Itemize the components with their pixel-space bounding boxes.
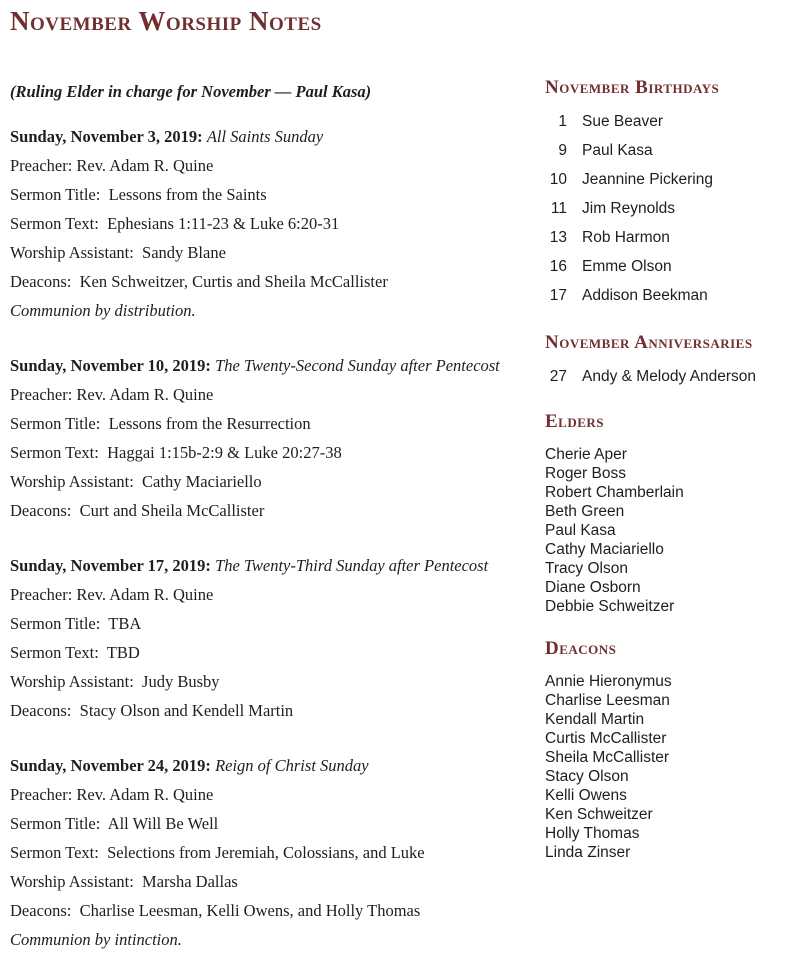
deacons-line: Deacons: Ken Schweitzer, Curtis and Sheila McCallister [10,272,388,291]
birthday-day: 16 [549,258,567,275]
service-name: Reign of Christ Sunday [215,756,369,775]
preacher-line: Preacher: Rev. Adam R. Quine [10,385,214,404]
deacons-line: Deacons: Stacy Olson and Kendell Martin [10,701,294,720]
service-name: The Twenty-Second Sunday after Pentecost [215,356,500,375]
deacons-line: Deacons: Charlise Leesman, Kelli Owens, and Holly Thomas [10,901,421,920]
elder-name: Paul Kasa [545,522,616,539]
elders-section [545,411,790,616]
anniversary-item [545,362,790,391]
elder-name: Cherie Aper [545,446,627,463]
birthday-item [545,194,790,223]
birthday-item [545,107,790,136]
deacon-name: Ken Schweitzer [545,806,653,823]
deacon-name: Kendall Martin [545,711,645,728]
deacon-name: Charlise Leesman [545,692,670,709]
elders-heading: Elders [545,411,605,432]
deacons-list [545,668,790,862]
birthday-day: 1 [558,113,567,130]
anniversaries-heading: November Anniversaries [545,332,753,353]
birthday-name: Jim Reynolds [582,200,676,217]
elder-name: Beth Green [545,503,625,520]
birthdays-section [545,77,790,310]
service-date: Sunday, November 10, 2019: [10,356,211,375]
service-date: Sunday, November 3, 2019: [10,127,203,146]
service-header [10,122,545,151]
sermon-text-line: Sermon Text: Haggai 1:15b-2:9 & Luke 20:27-38 [10,443,342,462]
elder-name: Tracy Olson [545,560,628,577]
birthday-day: 10 [549,171,567,188]
birthday-name: Paul Kasa [582,142,653,159]
birthday-item [545,223,790,252]
service-header [10,751,545,780]
service-date: Sunday, November 17, 2019: [10,556,211,575]
deacon-name: Kelli Owens [545,787,627,804]
service-name: All Saints Sunday [206,127,324,146]
rosters-column [545,77,790,954]
ruling-elder-note: (Ruling Elder in charge for November — Paul Kasa) [10,82,372,101]
birthday-item [545,165,790,194]
worship-assistant-line: Worship Assistant: Cathy Maciariello [10,472,262,491]
birthday-item [545,136,790,165]
anniversaries-section [545,332,790,391]
birthday-name: Addison Beekman [582,287,708,304]
elder-name: Diane Osborn [545,579,641,596]
deacon-name: Sheila McCallister [545,749,670,766]
birthday-name: Sue Beaver [582,113,663,130]
worship-assistant-line: Worship Assistant: Sandy Blane [10,243,226,262]
sermon-text-line: Sermon Text: TBD [10,643,140,662]
sermon-text-line: Sermon Text: Ephesians 1:11-23 & Luke 6:20-31 [10,214,340,233]
deacons-heading: Deacons [545,638,617,659]
deacon-name: Annie Hieronymus [545,673,672,690]
service-block-nov-17 [10,551,545,725]
service-header [10,351,545,380]
preacher-line: Preacher: Rev. Adam R. Quine [10,585,214,604]
worship-schedule-column [10,77,545,954]
sermon-title-line: Sermon Title: All Will Be Well [10,814,219,833]
deacon-name: Holly Thomas [545,825,640,842]
elder-name: Robert Chamberlain [545,484,684,501]
service-block-nov-3 [10,122,545,325]
birthday-name: Rob Harmon [582,229,670,246]
birthday-day: 9 [558,142,567,159]
birthday-item [545,252,790,281]
service-block-nov-10 [10,351,545,525]
service-date: Sunday, November 24, 2019: [10,756,211,775]
communion-note: Communion by distribution. [10,301,196,320]
sermon-title-line: Sermon Title: TBA [10,614,142,633]
preacher-line: Preacher: Rev. Adam R. Quine [10,785,214,804]
deacon-name: Curtis McCallister [545,730,667,747]
birthdays-heading: November Birthdays [545,77,720,98]
worship-assistant-line: Worship Assistant: Marsha Dallas [10,872,238,891]
content-columns [10,77,790,954]
sermon-text-line: Sermon Text: Selections from Jeremiah, Colossians, and Luke [10,843,425,862]
birthday-item [545,281,790,310]
birthday-name: Jeannine Pickering [582,171,713,188]
anniversary-name: Andy & Melody Anderson [582,368,757,385]
anniversary-day: 27 [549,368,567,385]
communion-note: Communion by intinction. [10,930,182,949]
service-block-nov-24 [10,751,545,954]
birthday-day: 13 [549,229,567,246]
deacons-line: Deacons: Curt and Sheila McCallister [10,501,265,520]
deacons-section [545,638,790,862]
birthday-day: 17 [549,287,567,304]
service-name: The Twenty-Third Sunday after Pentecost [215,556,489,575]
preacher-line: Preacher: Rev. Adam R. Quine [10,156,214,175]
elders-list [545,441,790,616]
sermon-title-line: Sermon Title: Lessons from the Saints [10,185,267,204]
elder-name: Debbie Schweitzer [545,598,675,615]
service-header [10,551,545,580]
worship-assistant-line: Worship Assistant: Judy Busby [10,672,220,691]
birthday-name: Emme Olson [582,258,672,275]
sermon-title-line: Sermon Title: Lessons from the Resurrection [10,414,311,433]
deacon-name: Linda Zinser [545,844,631,861]
elder-name: Roger Boss [545,465,626,482]
birthday-day: 11 [550,200,567,217]
deacon-name: Stacy Olson [545,768,629,785]
elder-name: Cathy Maciariello [545,541,664,558]
page-title: November Worship Notes [10,6,322,36]
